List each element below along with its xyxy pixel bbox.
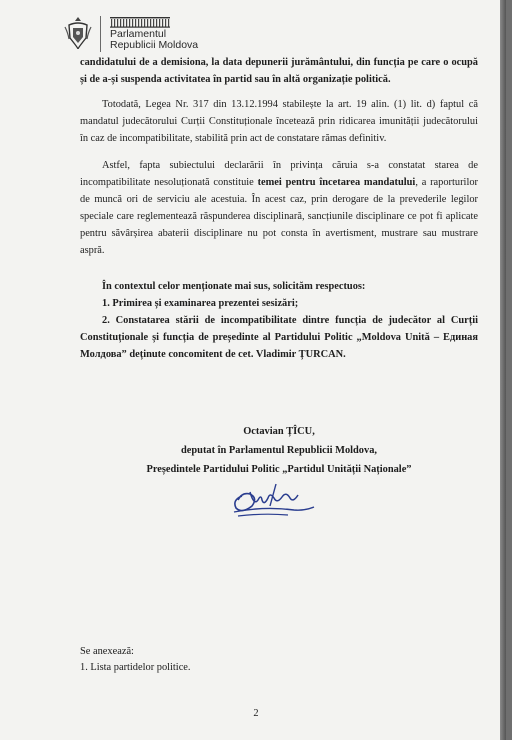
annex-label: Se anexează: xyxy=(80,646,134,657)
signatory-role: deputat în Parlamentul Republicii Moldova, xyxy=(181,445,377,456)
letterhead xyxy=(64,14,264,54)
p3-line-2-c: , a raporturilor xyxy=(415,177,478,188)
institution-line-1: Parlamentul xyxy=(110,28,167,40)
p1-line-1: candidatului de a demisiona, la data depunerii jurământului, din funcția pe care o ocupă xyxy=(80,57,478,68)
request-item-2-line-3: Молдова” deținute concomitent de cet. Vladimir ȚURCAN. xyxy=(80,349,346,360)
p3-line-2-bold: temei pentru încetarea mandatului xyxy=(257,177,416,188)
header-divider xyxy=(100,16,101,52)
request-intro: În contextul celor menționate mai sus, solicităm respectuos: xyxy=(102,281,366,292)
paragraph-2 xyxy=(80,96,478,147)
p3-line-2-a: incompatibilitate nesoluționată constituie xyxy=(80,177,258,188)
request-item-1: 1. Primirea și examinarea prezentei sesizări; xyxy=(102,298,299,309)
p3-line-3: de muncă ori de serviciu ale acestuia. În acest caz, prin derogare de la prevederile legilor xyxy=(80,194,478,205)
coat-of-arms-icon xyxy=(64,16,92,50)
institution-line-2: Republicii Moldova xyxy=(110,39,199,51)
p3-line-6: aspră. xyxy=(80,245,105,256)
p2-line-2: mandatul judecătorului Curții Constituționale încetează prin ridicarea imunității judecătorului xyxy=(80,116,478,127)
signatory-party-role: Președintele Partidului Politic „Partidul Unității Naționale” xyxy=(146,464,412,475)
page-edge-shadow xyxy=(500,0,506,740)
request-item-2-line-2: Constituționale și funcția de președinte al Partidului Politic „Moldova Unită – Единая xyxy=(80,332,478,343)
p3-line-2 xyxy=(80,174,478,191)
annex-item-1: 1. Lista partidelor politice. xyxy=(80,662,191,673)
p3-line-5: pentru săvârșirea abaterii disciplinare nu pot consta în avertisment, mustrare sau mustrare xyxy=(80,228,478,239)
p2-line-3: în caz de incompatibilitate, stabilită prin act de constatare rămas definitiv. xyxy=(80,133,387,144)
paragraph-3 xyxy=(80,157,478,259)
p3-line-1: Astfel, fapta subiectului declarării în privința căruia s-a constatat starea de xyxy=(102,160,478,171)
signatory-name: Octavian ȚÎCU, xyxy=(243,426,315,437)
signature-block xyxy=(80,422,478,479)
parliament-building-icon xyxy=(110,16,170,28)
p3-line-4: speciale care reglementează răspunderea disciplinară, sancțiunile disciplinare ce pot fi aplicate xyxy=(80,211,478,222)
p1-line-2: și de a-și suspenda activitatea în partid sau în altă organizație politică. xyxy=(80,74,391,85)
p2-line-1: Totodată, Legea Nr. 317 din 13.12.1994 stabilește la art. 19 alin. (1) lit. d) faptul că xyxy=(102,99,478,110)
request-item-2-line-1: 2. Constatarea stării de incompatibilitate dintre funcția de judecător al Curții xyxy=(102,315,478,326)
institution-name xyxy=(110,29,198,51)
request-section xyxy=(80,278,478,363)
paragraph-1 xyxy=(80,54,478,88)
handwritten-signature xyxy=(228,480,320,522)
annex-section xyxy=(80,644,191,676)
page-number: 2 xyxy=(253,708,259,719)
